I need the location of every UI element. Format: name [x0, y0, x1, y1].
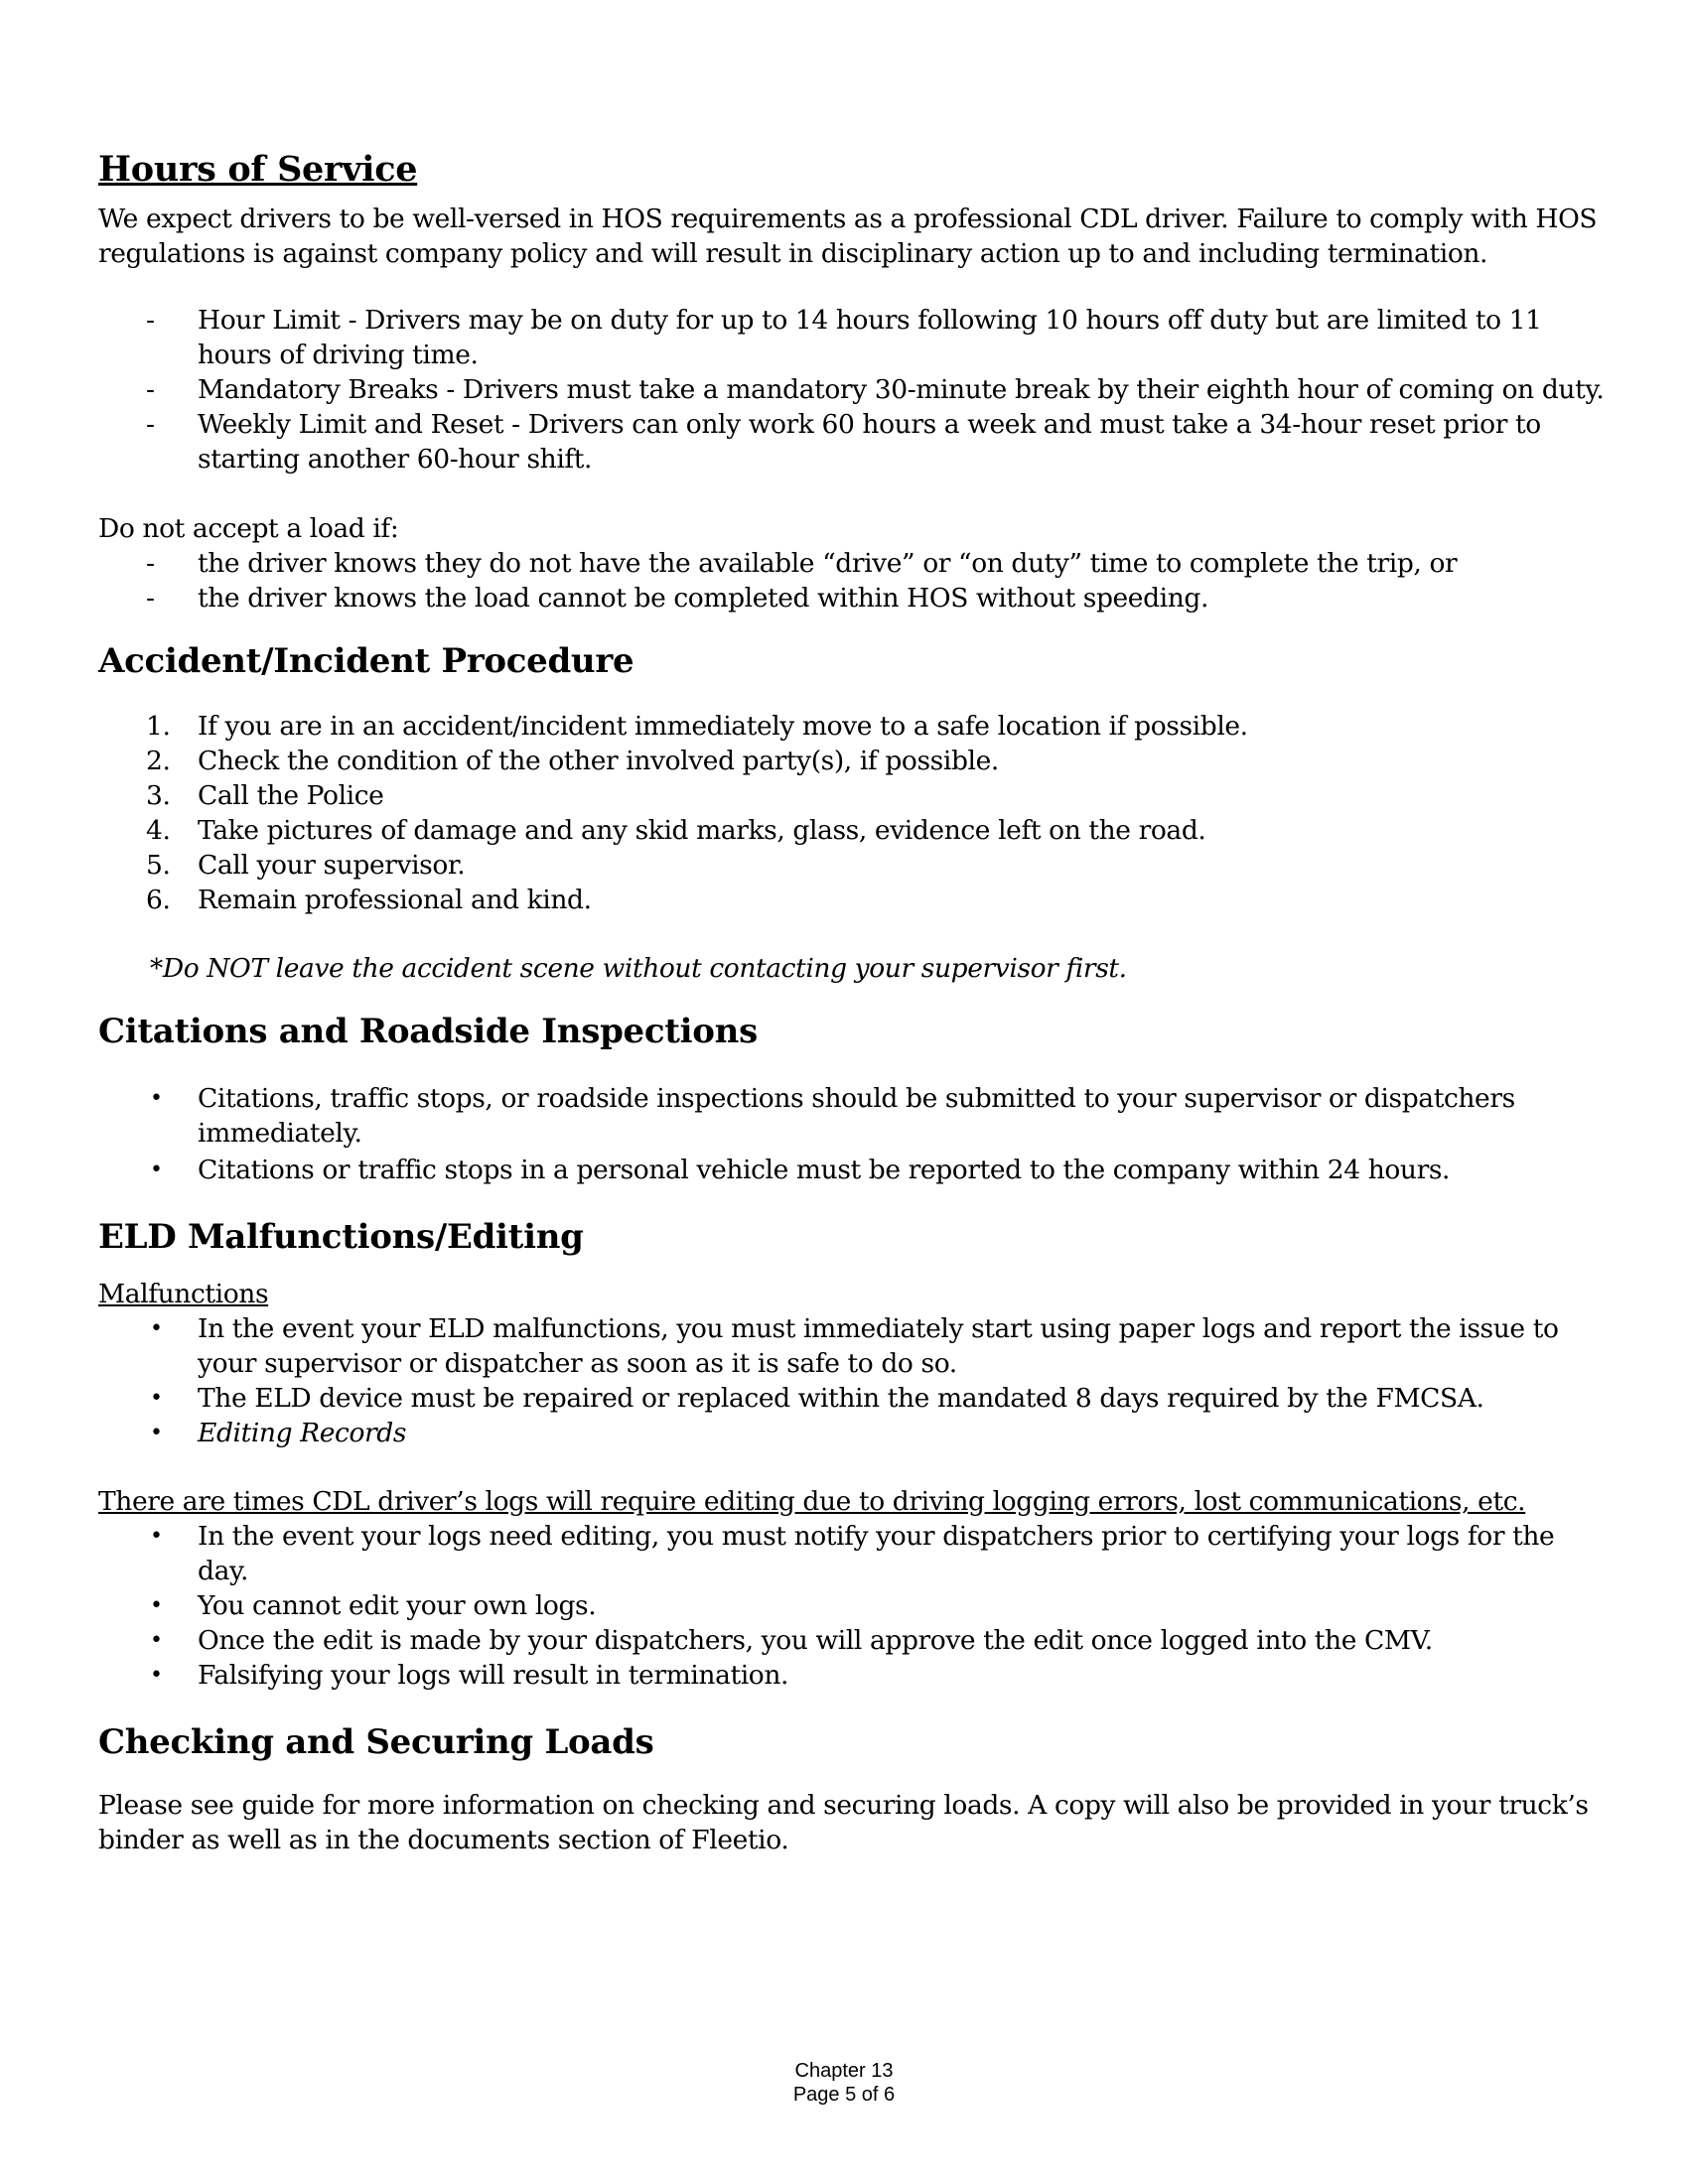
document-page	[98, 149, 1608, 1857]
list-item: • You cannot edit your own logs.	[150, 1590, 597, 1621]
dash-marker: -	[146, 305, 155, 336]
editing-list	[98, 1519, 1608, 1693]
list-item: • Citations, traffic stops, or roadside inspections should be submitted to your supervisor or dispatchers immediately.	[150, 1083, 1515, 1149]
malfunctions-list	[98, 1311, 1608, 1450]
section-title-loads: Checking and Securing Loads	[98, 1722, 654, 1762]
list-item: • Citations or traffic stops in a personal vehicle must be reported to the company within 24 hours.	[150, 1155, 1451, 1185]
list-item: • Editing Records	[150, 1418, 407, 1448]
section-title-eld: ELD Malfunctions/Editing	[98, 1217, 584, 1257]
section-title-accident: Accident/Incident Procedure	[98, 641, 634, 681]
list-item: 2. Check the condition of the other involved party(s), if possible.	[146, 746, 999, 776]
list-item: 5. Call your supervisor.	[146, 850, 466, 881]
list-item: 1. If you are in an accident/incident immediately move to a safe location if possible.	[146, 711, 1248, 742]
list-item: - Mandatory Breaks - Drivers must take a mandatory 30-minute break by their eighth hour of coming on duty.	[146, 374, 1605, 405]
bullet-marker: •	[150, 1386, 163, 1411]
list-item: • The ELD device must be repaired or replaced within the mandated 8 days required by the FMCSA.	[150, 1383, 1484, 1414]
page-footer	[0, 2059, 1688, 2107]
list-item: • In the event your ELD malfunctions, you must immediately start using paper logs and report the issue to your supervisor or dispatcher as soon as it is safe to do so.	[150, 1313, 1559, 1379]
hos-list	[98, 303, 1608, 477]
dash-marker: -	[146, 409, 155, 440]
bullet-marker: •	[150, 1524, 163, 1549]
list-item: - Weekly Limit and Reset - Drivers can only work 60 hours a week and must take a 34-hour reset prior to starting another 60-hour shift.	[146, 409, 1541, 475]
list-item: - the driver knows the load cannot be completed within HOS without speeding.	[146, 583, 1208, 614]
footer-chapter: Chapter 13	[794, 2060, 894, 2082]
accident-note: *Do NOT leave the accident scene without contacting your supervisor first.	[150, 953, 1127, 984]
load-intro: Do not accept a load if:	[98, 513, 399, 544]
footer-page-number: Page 5 of 6	[792, 2084, 896, 2106]
malfunctions-label: Malfunctions	[98, 1279, 269, 1309]
bullet-marker: •	[150, 1158, 163, 1182]
section-title-hours-of-service: Hours of Service	[98, 149, 418, 190]
list-item: 4. Take pictures of damage and any skid marks, glass, evidence left on the road.	[146, 815, 1206, 846]
bullet-marker: •	[150, 1663, 163, 1688]
citations-list	[98, 1081, 1608, 1187]
loads-text: Please see guide for more information on checking and securing loads. A copy will also be provided in your truck’s binder as well as in the documents section of Fleetio.	[98, 1790, 1589, 1855]
load-list	[98, 546, 1608, 615]
list-item: • Once the edit is made by your dispatchers, you will approve the edit once logged into the CMV.	[150, 1625, 1433, 1656]
dash-marker: -	[146, 548, 155, 579]
bullet-marker: •	[150, 1593, 163, 1618]
bullet-marker: •	[150, 1316, 163, 1341]
hos-intro: We expect drivers to be well-versed in HOS requirements as a professional CDL driver. Failure to comply with HOS regulations is against company policy and will result in disciplinary action up to and including termination.	[98, 204, 1598, 269]
bullet-marker: •	[150, 1421, 163, 1445]
list-item: 6. Remain professional and kind.	[146, 885, 592, 915]
accident-steps	[98, 709, 1608, 917]
bullet-marker: •	[150, 1086, 163, 1111]
list-item: 3. Call the Police	[146, 780, 384, 811]
list-item: - the driver knows they do not have the available “drive” or “on duty” time to complete the trip, or	[146, 548, 1458, 579]
list-item: - Hour Limit - Drivers may be on duty for up to 14 hours following 10 hours off duty but are limited to 11 hours of driving time.	[146, 305, 1542, 370]
section-title-citations: Citations and Roadside Inspections	[98, 1012, 758, 1051]
dash-marker: -	[146, 583, 155, 614]
list-item: • In the event your logs need editing, you must notify your dispatchers prior to certifying your logs for the day.	[150, 1521, 1555, 1586]
editing-intro: There are times CDL driver’s logs will require editing due to driving logging errors, lost communications, etc.	[98, 1486, 1526, 1517]
list-item: • Falsifying your logs will result in termination.	[150, 1660, 789, 1691]
dash-marker: -	[146, 374, 155, 405]
bullet-marker: •	[150, 1628, 163, 1653]
